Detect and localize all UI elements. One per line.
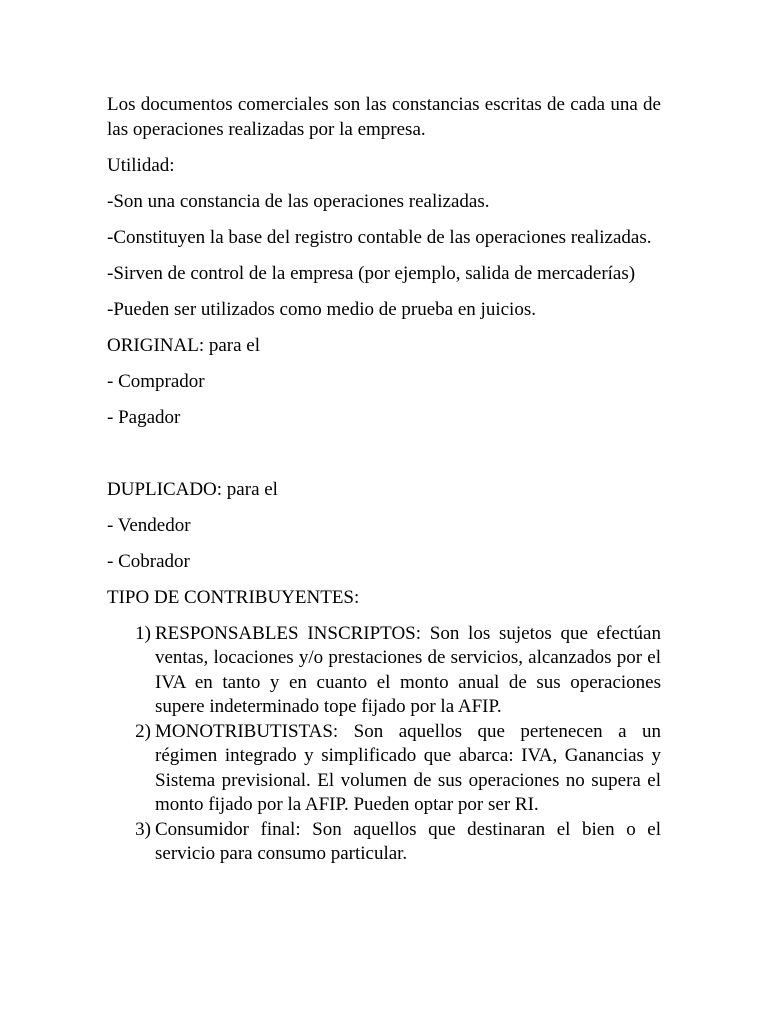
list-number: 3)	[135, 818, 151, 840]
contribuyentes-list	[107, 622, 661, 867]
blank-line	[107, 442, 661, 467]
duplicado-item: - Vendedor	[107, 514, 191, 536]
document-page	[107, 93, 661, 867]
original-heading: ORIGINAL: para el	[107, 334, 261, 356]
utilidad-item: -Constituyen la base del registro contable de las operaciones realizadas.	[107, 226, 652, 248]
list-number: 1)	[135, 622, 151, 644]
duplicado-item: - Cobrador	[107, 550, 190, 572]
list-item	[107, 818, 661, 867]
list-text: Consumidor final: Son aquellos que destinaran el bien o el servicio para consumo particular.	[155, 818, 661, 864]
utilidad-item: -Pueden ser utilizados como medio de prueba en juicios.	[107, 298, 536, 320]
utilidad-item: -Son una constancia de las operaciones realizadas.	[107, 190, 490, 212]
list-item	[107, 720, 661, 818]
original-item: - Pagador	[107, 406, 181, 428]
list-item	[107, 622, 661, 720]
list-number: 2)	[135, 720, 151, 742]
original-item: - Comprador	[107, 370, 205, 392]
duplicado-heading: DUPLICADO: para el	[107, 478, 278, 500]
intro-paragraph: Los documentos comerciales son las constancias escritas de cada una de las operaciones realizadas por la empresa.	[107, 94, 661, 140]
tipo-heading: TIPO DE CONTRIBUYENTES:	[107, 586, 360, 608]
list-text: RESPONSABLES INSCRIPTOS: Son los sujetos que efectúan ventas, locaciones y/o prestaciones de servicios, alcanzados por el IVA en tanto y en cuanto el monto anual de sus operaciones supere indeterminado tope fijado por la AFIP.	[155, 622, 661, 717]
utilidad-item: -Sirven de control de la empresa (por ejemplo, salida de mercaderías)	[107, 262, 636, 284]
utilidad-heading: Utilidad:	[107, 154, 175, 176]
list-text: MONOTRIBUTISTAS: Son aquellos que pertenecen a un régimen integrado y simplificado que abarca: IVA, Ganancias y Sistema previsional. El volumen de sus operaciones no supera el monto fijado por la AFIP. Pueden optar por ser RI.	[155, 720, 661, 815]
